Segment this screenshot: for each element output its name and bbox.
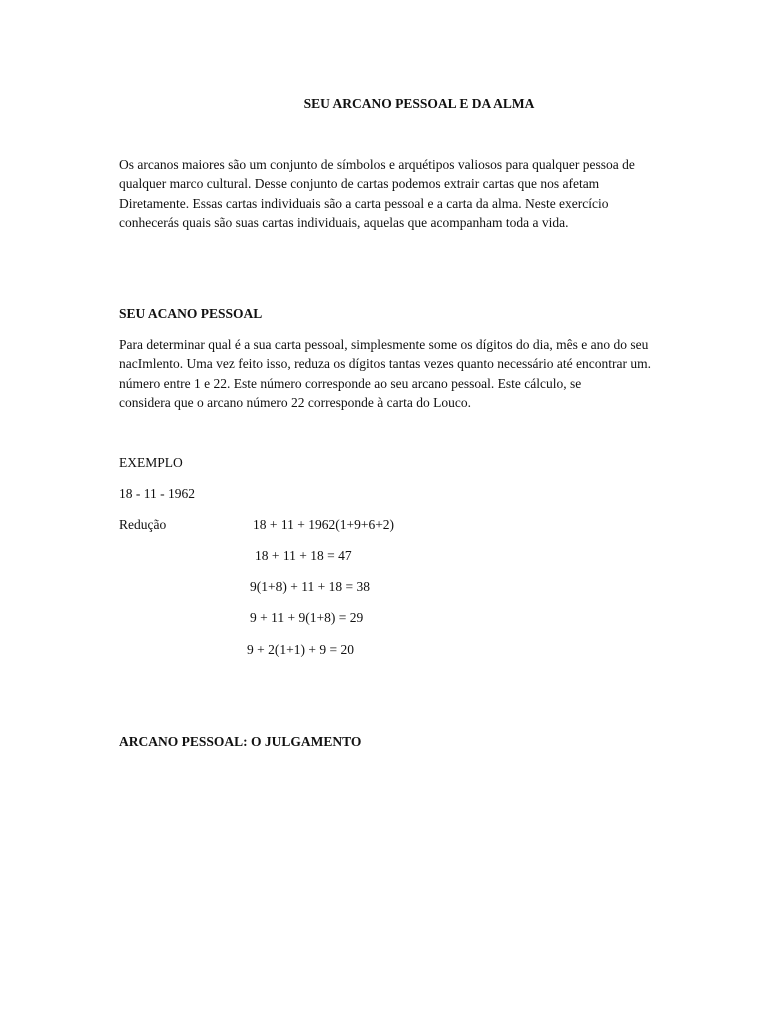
result-heading: ARCANO PESSOAL: O JULGAMENTO — [119, 734, 362, 749]
intro-line: qualquer marco cultural. Desse conjunto de cartas podemos extrair cartas que nos afetam — [119, 176, 600, 192]
reduction-label: Redução — [119, 517, 167, 532]
section-heading: SEU ACANO PESSOAL — [119, 306, 263, 321]
reduction-step: 18 + 11 + 18 = 47 — [255, 548, 352, 563]
intro-line: Os arcanos maiores são um conjunto de símbolos e arquétipos valiosos para qualquer pessoa de — [119, 157, 635, 172]
section-line: considera que o arcano número 22 corresponde à carta do Louco. — [119, 394, 471, 410]
reduction-step: 9 + 2(1+1) + 9 = 20 — [247, 642, 354, 657]
intro-paragraph — [119, 155, 679, 232]
section-paragraph — [119, 335, 679, 412]
reduction-step: 9(1+8) + 11 + 18 = 38 — [250, 579, 370, 594]
section-line: número entre 1 e 22. Este número corresponde ao seu arcano pessoal. Este cálculo, se — [119, 375, 582, 391]
reduction-step: 18 + 11 + 1962(1+9+6+2) — [253, 517, 395, 532]
document-title: SEU ARCANO PESSOAL E DA ALMA — [303, 96, 535, 111]
example-label: EXEMPLO — [119, 455, 183, 470]
intro-line: conhecerás quais são suas cartas individuais, aquelas que acompanham toda a vida. — [119, 214, 569, 230]
intro-line: Diretamente. Essas cartas individuais são a carta pessoal e a carta da alma. Neste exercício — [119, 195, 609, 211]
section-line: Para determinar qual é a sua carta pessoal, simplesmente some os dígitos do dia, mês e ano do seu — [119, 337, 649, 352]
example-date: 18 - 11 - 1962 — [119, 486, 195, 501]
section-line: nacImlento. Uma vez feito isso, reduza os dígitos tantas vezes quanto necessário até encontrar um. — [119, 356, 651, 372]
reduction-step: 9 + 11 + 9(1+8) = 29 — [250, 610, 364, 625]
